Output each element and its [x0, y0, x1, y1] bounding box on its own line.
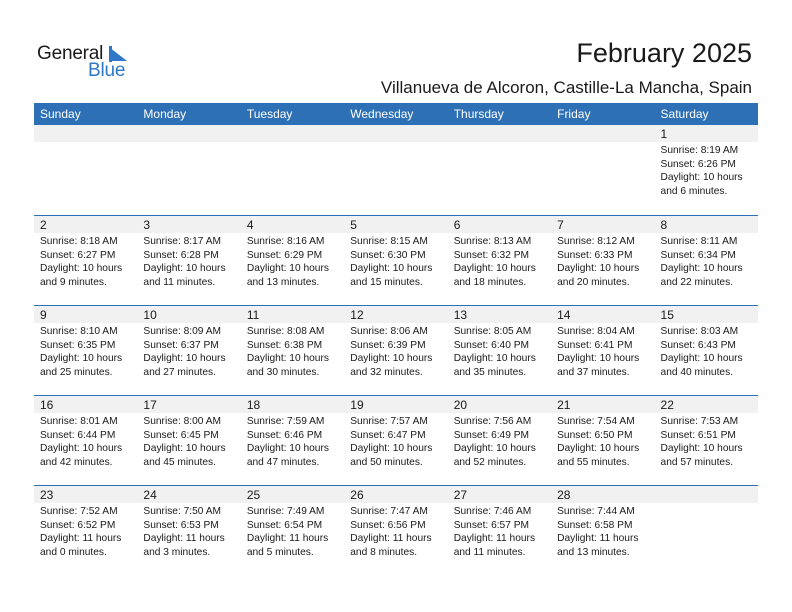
day-number: 8 [660, 218, 668, 232]
week-cells [34, 216, 758, 305]
day-number: 27 [453, 488, 468, 502]
sun-info [454, 505, 551, 559]
day-number: 18 [246, 398, 261, 412]
day-number [454, 127, 551, 143]
logo-triangle-icon [109, 47, 127, 61]
daylight-duration: Daylight: 10 hours [143, 443, 226, 454]
sunrise-time: Sunrise: 8:09 AM [143, 326, 222, 337]
sun-info [350, 415, 447, 469]
sunrise-time: Sunrise: 8:19 AM [660, 145, 739, 156]
day-cell [344, 486, 447, 575]
calendar-week-row [34, 305, 758, 395]
sunset-time: Sunset: 6:33 PM [557, 249, 633, 261]
sun-info [143, 505, 240, 559]
calendar-week-row [34, 125, 758, 215]
daylight-duration: Daylight: 11 hours [40, 533, 122, 544]
daylight-duration: Daylight: 11 hours [143, 533, 225, 544]
sunrise-time: Sunrise: 8:00 AM [143, 416, 222, 427]
day-number: 22 [660, 398, 674, 412]
daylight-duration: Daylight: 11 hours [453, 533, 536, 544]
weekday-sunday: Sunday [40, 107, 81, 121]
daylight-duration: Daylight: 10 hours [453, 263, 536, 274]
day-cell [655, 486, 758, 575]
day-cell [344, 216, 447, 305]
sunset-time: Sunset: 6:27 PM [40, 249, 116, 261]
weekday-header [34, 103, 758, 125]
daylight-duration: Daylight: 10 hours [350, 263, 433, 274]
day-cell [137, 396, 240, 485]
daylight-duration: Daylight: 10 hours [40, 263, 123, 274]
sunset-time: Sunset: 6:54 PM [246, 519, 323, 531]
day-number: 24 [143, 488, 157, 502]
day-number: 25 [246, 488, 261, 502]
weekday-monday: Monday [143, 107, 187, 121]
sunset-time: Sunset: 6:46 PM [246, 429, 323, 441]
daylight-duration: and 55 minutes. [557, 456, 630, 468]
daylight-duration: Daylight: 10 hours [557, 263, 640, 274]
day-number: 19 [350, 398, 364, 412]
week-cells [34, 486, 758, 575]
sunrise-time: Sunrise: 7:47 AM [350, 506, 428, 517]
sun-info [247, 325, 344, 379]
daylight-duration: and 3 minutes. [143, 546, 211, 558]
sunrise-time: Sunrise: 8:05 AM [453, 326, 532, 337]
day-cell [551, 216, 654, 305]
sunrise-time: Sunrise: 8:10 AM [40, 326, 118, 337]
sunset-time: Sunset: 6:28 PM [143, 249, 219, 261]
sunrise-time: Sunrise: 8:08 AM [246, 326, 325, 337]
brand-logo [37, 43, 137, 83]
calendar-weeks [34, 125, 758, 575]
daylight-duration: Daylight: 10 hours [660, 263, 743, 274]
sunrise-time: Sunrise: 8:01 AM [40, 416, 118, 427]
week-cells [34, 396, 758, 485]
calendar-week-row [34, 485, 758, 575]
daylight-duration: Daylight: 10 hours [40, 443, 123, 454]
sunset-time: Sunset: 6:40 PM [453, 339, 530, 351]
day-number: 7 [557, 218, 564, 232]
day-cell [241, 216, 344, 305]
sunrise-time: Sunrise: 8:13 AM [453, 236, 532, 247]
daylight-duration: and 20 minutes. [557, 276, 630, 288]
day-cell [34, 306, 137, 395]
sunset-time: Sunset: 6:51 PM [660, 429, 736, 441]
sunset-time: Sunset: 6:52 PM [40, 519, 116, 531]
day-cell [551, 396, 654, 485]
daylight-duration: and 42 minutes. [40, 456, 113, 468]
sunrise-time: Sunrise: 8:04 AM [557, 326, 635, 337]
sunset-time: Sunset: 6:39 PM [350, 339, 426, 351]
sunrise-time: Sunrise: 7:59 AM [246, 416, 325, 427]
day-cell [137, 216, 240, 305]
sunset-time: Sunset: 6:49 PM [453, 429, 530, 441]
weekday-saturday: Saturday [660, 107, 709, 121]
daylight-duration: Daylight: 10 hours [557, 353, 640, 364]
daylight-duration: and 57 minutes. [660, 456, 734, 468]
day-cell [448, 125, 551, 214]
sunrise-time: Sunrise: 7:44 AM [557, 506, 635, 517]
sun-info [350, 505, 447, 559]
daylight-duration: and 11 minutes. [453, 546, 526, 558]
day-cell [137, 125, 240, 214]
sunrise-time: Sunrise: 8:18 AM [40, 236, 118, 247]
day-number: 4 [246, 218, 254, 232]
sunrise-time: Sunrise: 7:57 AM [350, 416, 428, 427]
sunset-time: Sunset: 6:30 PM [350, 249, 426, 261]
daylight-duration: Daylight: 10 hours [660, 172, 743, 183]
sunset-time: Sunset: 6:50 PM [557, 429, 633, 441]
day-number: 11 [246, 308, 260, 322]
daylight-duration: and 37 minutes. [557, 366, 630, 378]
day-cell [344, 125, 447, 214]
weekday-tuesday: Tuesday [246, 107, 293, 121]
day-cell [655, 396, 758, 485]
day-number: 28 [557, 488, 571, 502]
daylight-duration: and 5 minutes. [246, 546, 314, 558]
daylight-duration: and 8 minutes. [350, 546, 418, 558]
day-cell [655, 216, 758, 305]
sunset-time: Sunset: 6:41 PM [557, 339, 633, 351]
day-number: 15 [660, 308, 674, 322]
day-number: 23 [40, 488, 54, 502]
sun-info [40, 325, 137, 379]
daylight-duration: Daylight: 11 hours [350, 533, 432, 544]
sunrise-time: Sunrise: 7:49 AM [246, 506, 325, 517]
sun-info [661, 415, 758, 469]
sun-info [454, 325, 551, 379]
daylight-duration: and 13 minutes. [246, 276, 320, 288]
daylight-duration: and 27 minutes. [143, 366, 216, 378]
day-number: 10 [143, 308, 157, 322]
weekday-friday: Friday [557, 107, 591, 121]
sunset-time: Sunset: 6:37 PM [143, 339, 219, 351]
day-cell [137, 486, 240, 575]
logo-text-blue: Blue [88, 60, 126, 81]
daylight-duration: and 45 minutes. [143, 456, 216, 468]
day-cell [137, 306, 240, 395]
day-cell [655, 125, 758, 214]
day-cell [448, 486, 551, 575]
weekday-thursday: Thursday [453, 107, 504, 121]
daylight-duration: Daylight: 10 hours [246, 443, 329, 454]
day-cell [448, 306, 551, 395]
day-number [247, 127, 344, 143]
sun-info [40, 235, 137, 289]
daylight-duration: and 50 minutes. [350, 456, 423, 468]
week-cells [34, 125, 758, 214]
daylight-duration: Daylight: 10 hours [40, 353, 123, 364]
day-cell [241, 306, 344, 395]
day-cell [551, 125, 654, 214]
day-number [661, 488, 758, 504]
sun-info [454, 415, 551, 469]
day-number: 17 [143, 398, 157, 412]
day-cell [655, 306, 758, 395]
day-number [40, 127, 137, 143]
daylight-duration: and 0 minutes. [40, 546, 107, 558]
day-number: 14 [557, 308, 571, 322]
day-number: 16 [40, 398, 54, 412]
sunset-time: Sunset: 6:26 PM [660, 158, 736, 170]
day-cell [448, 216, 551, 305]
daylight-duration: Daylight: 10 hours [453, 443, 536, 454]
sunrise-time: Sunrise: 8:06 AM [350, 326, 428, 337]
sun-info [557, 415, 654, 469]
daylight-duration: Daylight: 10 hours [350, 443, 433, 454]
sunset-time: Sunset: 6:56 PM [350, 519, 426, 531]
day-cell [344, 396, 447, 485]
sun-info [661, 144, 758, 198]
sunrise-time: Sunrise: 8:17 AM [143, 236, 222, 247]
sunrise-time: Sunrise: 7:54 AM [557, 416, 635, 427]
daylight-duration: and 35 minutes. [453, 366, 527, 378]
day-number: 3 [143, 218, 151, 232]
daylight-duration: Daylight: 10 hours [246, 353, 329, 364]
daylight-duration: Daylight: 10 hours [143, 263, 226, 274]
day-cell [551, 306, 654, 395]
daylight-duration: and 9 minutes. [40, 276, 107, 288]
daylight-duration: Daylight: 11 hours [557, 533, 639, 544]
sunset-time: Sunset: 6:58 PM [557, 519, 633, 531]
day-number: 21 [557, 398, 571, 412]
sunset-time: Sunset: 6:53 PM [143, 519, 219, 531]
daylight-duration: and 22 minutes. [660, 276, 734, 288]
sun-info [143, 325, 240, 379]
day-cell [551, 486, 654, 575]
sun-info [40, 415, 137, 469]
day-number: 26 [350, 488, 364, 502]
sun-info [454, 235, 551, 289]
sunset-time: Sunset: 6:45 PM [143, 429, 219, 441]
daylight-duration: Daylight: 10 hours [143, 353, 226, 364]
sunset-time: Sunset: 6:47 PM [350, 429, 426, 441]
logo-text-general: General [37, 43, 104, 64]
sunset-time: Sunset: 6:32 PM [453, 249, 530, 261]
daylight-duration: and 30 minutes. [246, 366, 320, 378]
sunrise-time: Sunrise: 7:50 AM [143, 506, 222, 517]
sunset-time: Sunset: 6:35 PM [40, 339, 116, 351]
daylight-duration: and 40 minutes. [660, 366, 734, 378]
day-number [557, 127, 654, 143]
calendar-grid [34, 103, 758, 575]
sunset-time: Sunset: 6:57 PM [453, 519, 530, 531]
sunrise-time: Sunrise: 7:46 AM [453, 506, 532, 517]
sunset-time: Sunset: 6:29 PM [246, 249, 323, 261]
sunset-time: Sunset: 6:44 PM [40, 429, 116, 441]
sun-info [557, 325, 654, 379]
day-cell [34, 125, 137, 214]
day-number: 12 [350, 308, 364, 322]
daylight-duration: and 6 minutes. [660, 185, 728, 197]
day-number: 9 [40, 308, 47, 322]
sun-info [143, 415, 240, 469]
daylight-duration: and 25 minutes. [40, 366, 113, 378]
calendar-week-row [34, 215, 758, 305]
daylight-duration: and 52 minutes. [453, 456, 527, 468]
sun-info [557, 235, 654, 289]
sunrise-time: Sunrise: 8:11 AM [660, 236, 738, 247]
sunset-time: Sunset: 6:38 PM [246, 339, 323, 351]
sun-info [350, 235, 447, 289]
sun-info [661, 325, 758, 379]
day-number [350, 127, 447, 143]
daylight-duration: and 15 minutes. [350, 276, 423, 288]
sun-info [350, 325, 447, 379]
sun-info [247, 235, 344, 289]
sunrise-time: Sunrise: 8:03 AM [660, 326, 739, 337]
daylight-duration: Daylight: 11 hours [246, 533, 329, 544]
sunset-time: Sunset: 6:34 PM [660, 249, 736, 261]
day-number: 5 [350, 218, 357, 232]
sunset-time: Sunset: 6:43 PM [660, 339, 736, 351]
sunrise-time: Sunrise: 7:52 AM [40, 506, 118, 517]
daylight-duration: and 32 minutes. [350, 366, 423, 378]
daylight-duration: and 11 minutes. [143, 276, 216, 288]
weekday-wednesday: Wednesday [350, 107, 414, 121]
day-cell [241, 125, 344, 214]
day-number: 20 [453, 398, 468, 412]
daylight-duration: Daylight: 10 hours [453, 353, 536, 364]
day-cell [34, 486, 137, 575]
sunrise-time: Sunrise: 8:16 AM [246, 236, 325, 247]
day-number: 13 [453, 308, 468, 322]
day-cell [241, 486, 344, 575]
daylight-duration: and 13 minutes. [557, 546, 630, 558]
sun-info [40, 505, 137, 559]
day-cell [241, 396, 344, 485]
sun-info [661, 235, 758, 289]
day-number: 1 [660, 127, 668, 141]
day-number: 6 [453, 218, 461, 232]
sunrise-time: Sunrise: 7:53 AM [660, 416, 739, 427]
sun-info [143, 235, 240, 289]
day-cell [34, 396, 137, 485]
daylight-duration: Daylight: 10 hours [660, 353, 743, 364]
sun-info [557, 505, 654, 559]
daylight-duration: and 47 minutes. [246, 456, 320, 468]
sunrise-time: Sunrise: 8:15 AM [350, 236, 428, 247]
daylight-duration: Daylight: 10 hours [660, 443, 743, 454]
sun-info [247, 505, 344, 559]
day-cell [448, 396, 551, 485]
daylight-duration: Daylight: 10 hours [246, 263, 329, 274]
day-cell [34, 216, 137, 305]
day-number: 2 [40, 218, 47, 232]
calendar-week-row [34, 395, 758, 485]
week-cells [34, 306, 758, 395]
daylight-duration: and 18 minutes. [453, 276, 527, 288]
location-subtitle: Villanueva de Alcoron, Castille-La Mancha, Spain [380, 78, 752, 97]
day-cell [344, 306, 447, 395]
sunrise-time: Sunrise: 8:12 AM [557, 236, 635, 247]
day-number [143, 127, 240, 143]
sun-info [247, 415, 344, 469]
sunrise-time: Sunrise: 7:56 AM [453, 416, 532, 427]
page-title: February 2025 [576, 38, 752, 68]
daylight-duration: Daylight: 10 hours [350, 353, 433, 364]
daylight-duration: Daylight: 10 hours [557, 443, 640, 454]
